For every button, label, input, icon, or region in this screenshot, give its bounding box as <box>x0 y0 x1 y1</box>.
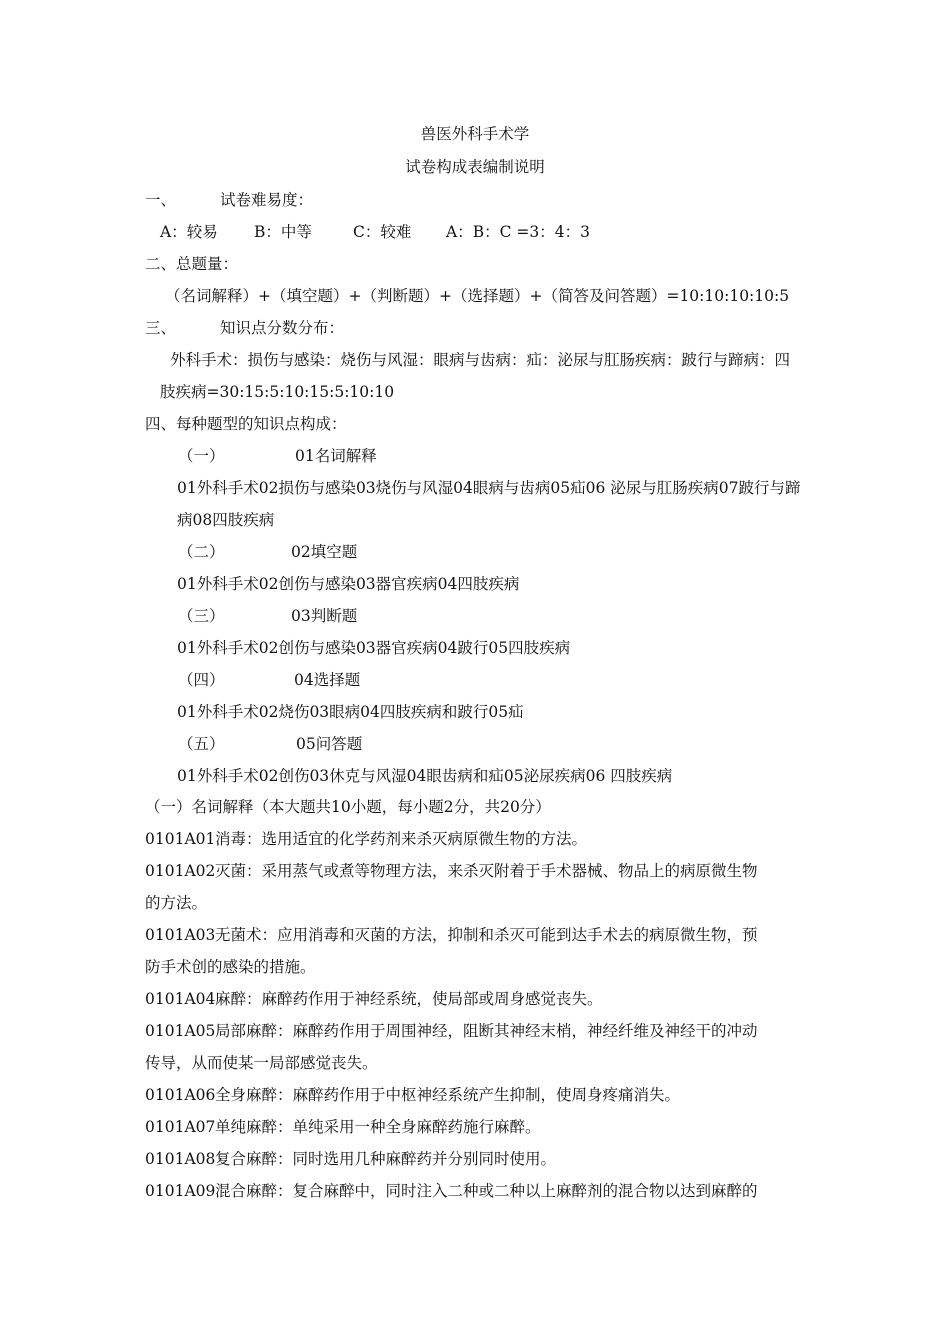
section3-line2: 肢疾病=30:15:5:10:15:5:10:10 <box>160 383 395 401</box>
entry-text: 灭菌：采用蒸气或煮等物理方法，来杀灭附着于手术器械、物品上的病原微生物 <box>215 862 758 880</box>
section2-heading: 二、总题量： <box>145 255 239 273</box>
item5-line1: 01外科手术02创伤03休克与风湿04眼齿病和疝05泌尿疾病06 四肢疾病 <box>177 767 673 785</box>
section3-label: 知识点分数分布： <box>220 319 345 337</box>
document-title: 兽医外科手术学 <box>420 125 530 143</box>
document-subtitle: 试卷构成表编制说明 <box>405 158 545 176</box>
section1-number: 一、 <box>145 191 177 209</box>
entry-text-continued: 传导，从而使某一局部感觉丧失。 <box>145 1054 378 1072</box>
item1-number: （一） <box>178 447 225 465</box>
section1-label: 试卷难易度： <box>220 191 314 209</box>
item1-line1: 01外科手术02损伤与感染03烧伤与风湿04眼病与齿病05疝06 泌尿与肛肠疾病07跛行与蹄 <box>177 479 801 497</box>
entry-code: 0101A01 <box>145 830 216 848</box>
section3-line1: 外科手术：损伤与感染：烧伤与风湿：眼病与齿病：疝：泌尿与肛肠疾病：跛行与蹄病：四 <box>170 351 791 369</box>
item3-type: 03判断题 <box>291 607 358 625</box>
item4-line1: 01外科手术02烧伤03眼病04四肢疾病和跛行05疝 <box>177 703 524 721</box>
entry-code: 0101A06 <box>145 1086 216 1104</box>
difficulty-medium: B：中等 <box>254 223 312 241</box>
item2-line1: 01外科手术02创伤与感染03器官疾病04四肢疾病 <box>177 575 520 593</box>
difficulty-ratio: A：B：C =3：4：3 <box>446 223 590 241</box>
entry-text: 消毒：选用适宜的化学药剂来杀灭病原微生物的方法。 <box>215 830 588 848</box>
difficulty-easy: A：较易 <box>160 223 218 241</box>
entry-code: 0101A05 <box>145 1022 216 1040</box>
entry-text: 无菌术：应用消毒和灭菌的方法，抑制和杀灭可能到达手术去的病原微生物，预 <box>215 926 758 944</box>
entry-text: 单纯麻醉：单纯采用一种全身麻醉药施行麻醉。 <box>215 1118 541 1136</box>
entry-code: 0101A02 <box>145 862 216 880</box>
entry-text: 复合麻醉：同时选用几种麻醉药并分别同时使用。 <box>215 1150 557 1168</box>
part1-heading: （一）名词解释（本大题共10小题，每小题2分，共20分） <box>145 798 551 816</box>
section3-number: 三、 <box>145 319 177 337</box>
entry-text: 全身麻醉：麻醉药作用于中枢神经系统产生抑制，使周身疼痛消失。 <box>215 1086 681 1104</box>
item5-number: （五） <box>178 735 225 753</box>
section4-heading: 四、每种题型的知识点构成： <box>145 415 347 433</box>
entry-code: 0101A07 <box>145 1118 216 1136</box>
difficulty-hard: C：较难 <box>353 223 412 241</box>
item3-number: （三） <box>178 607 225 625</box>
item4-number: （四） <box>178 671 225 689</box>
entry-text: 局部麻醉：麻醉药作用于周围神经，阻断其神经末梢，神经纤维及神经干的冲动 <box>215 1022 758 1040</box>
section2-content: （名词解释）+（填空题）+（判断题）+（选择题）+（简答及问答题）=10:10:10:10:5 <box>165 287 790 305</box>
item2-type: 02填空题 <box>291 543 358 561</box>
item1-line2: 病08四肢疾病 <box>177 511 275 529</box>
item5-type: 05问答题 <box>296 735 363 753</box>
item4-type: 04选择题 <box>294 671 361 689</box>
entry-text-continued: 的方法。 <box>145 894 208 912</box>
item1-type: 01名词解释 <box>295 447 377 465</box>
entry-text: 混合麻醉：复合麻醉中，同时注入二种或二种以上麻醉剂的混合物以达到麻醉的 <box>215 1182 758 1200</box>
entry-text: 麻醉：麻醉药作用于神经系统，使局部或周身感觉丧失。 <box>215 990 603 1008</box>
item3-line1: 01外科手术02创伤与感染03器官疾病04跛行05四肢疾病 <box>177 639 571 657</box>
entry-code: 0101A03 <box>145 926 216 944</box>
entry-code: 0101A08 <box>145 1150 216 1168</box>
item2-number: （二） <box>178 543 225 561</box>
entry-code: 0101A04 <box>145 990 216 1008</box>
entry-text-continued: 防手术创的感染的措施。 <box>145 958 316 976</box>
entry-code: 0101A09 <box>145 1182 216 1200</box>
